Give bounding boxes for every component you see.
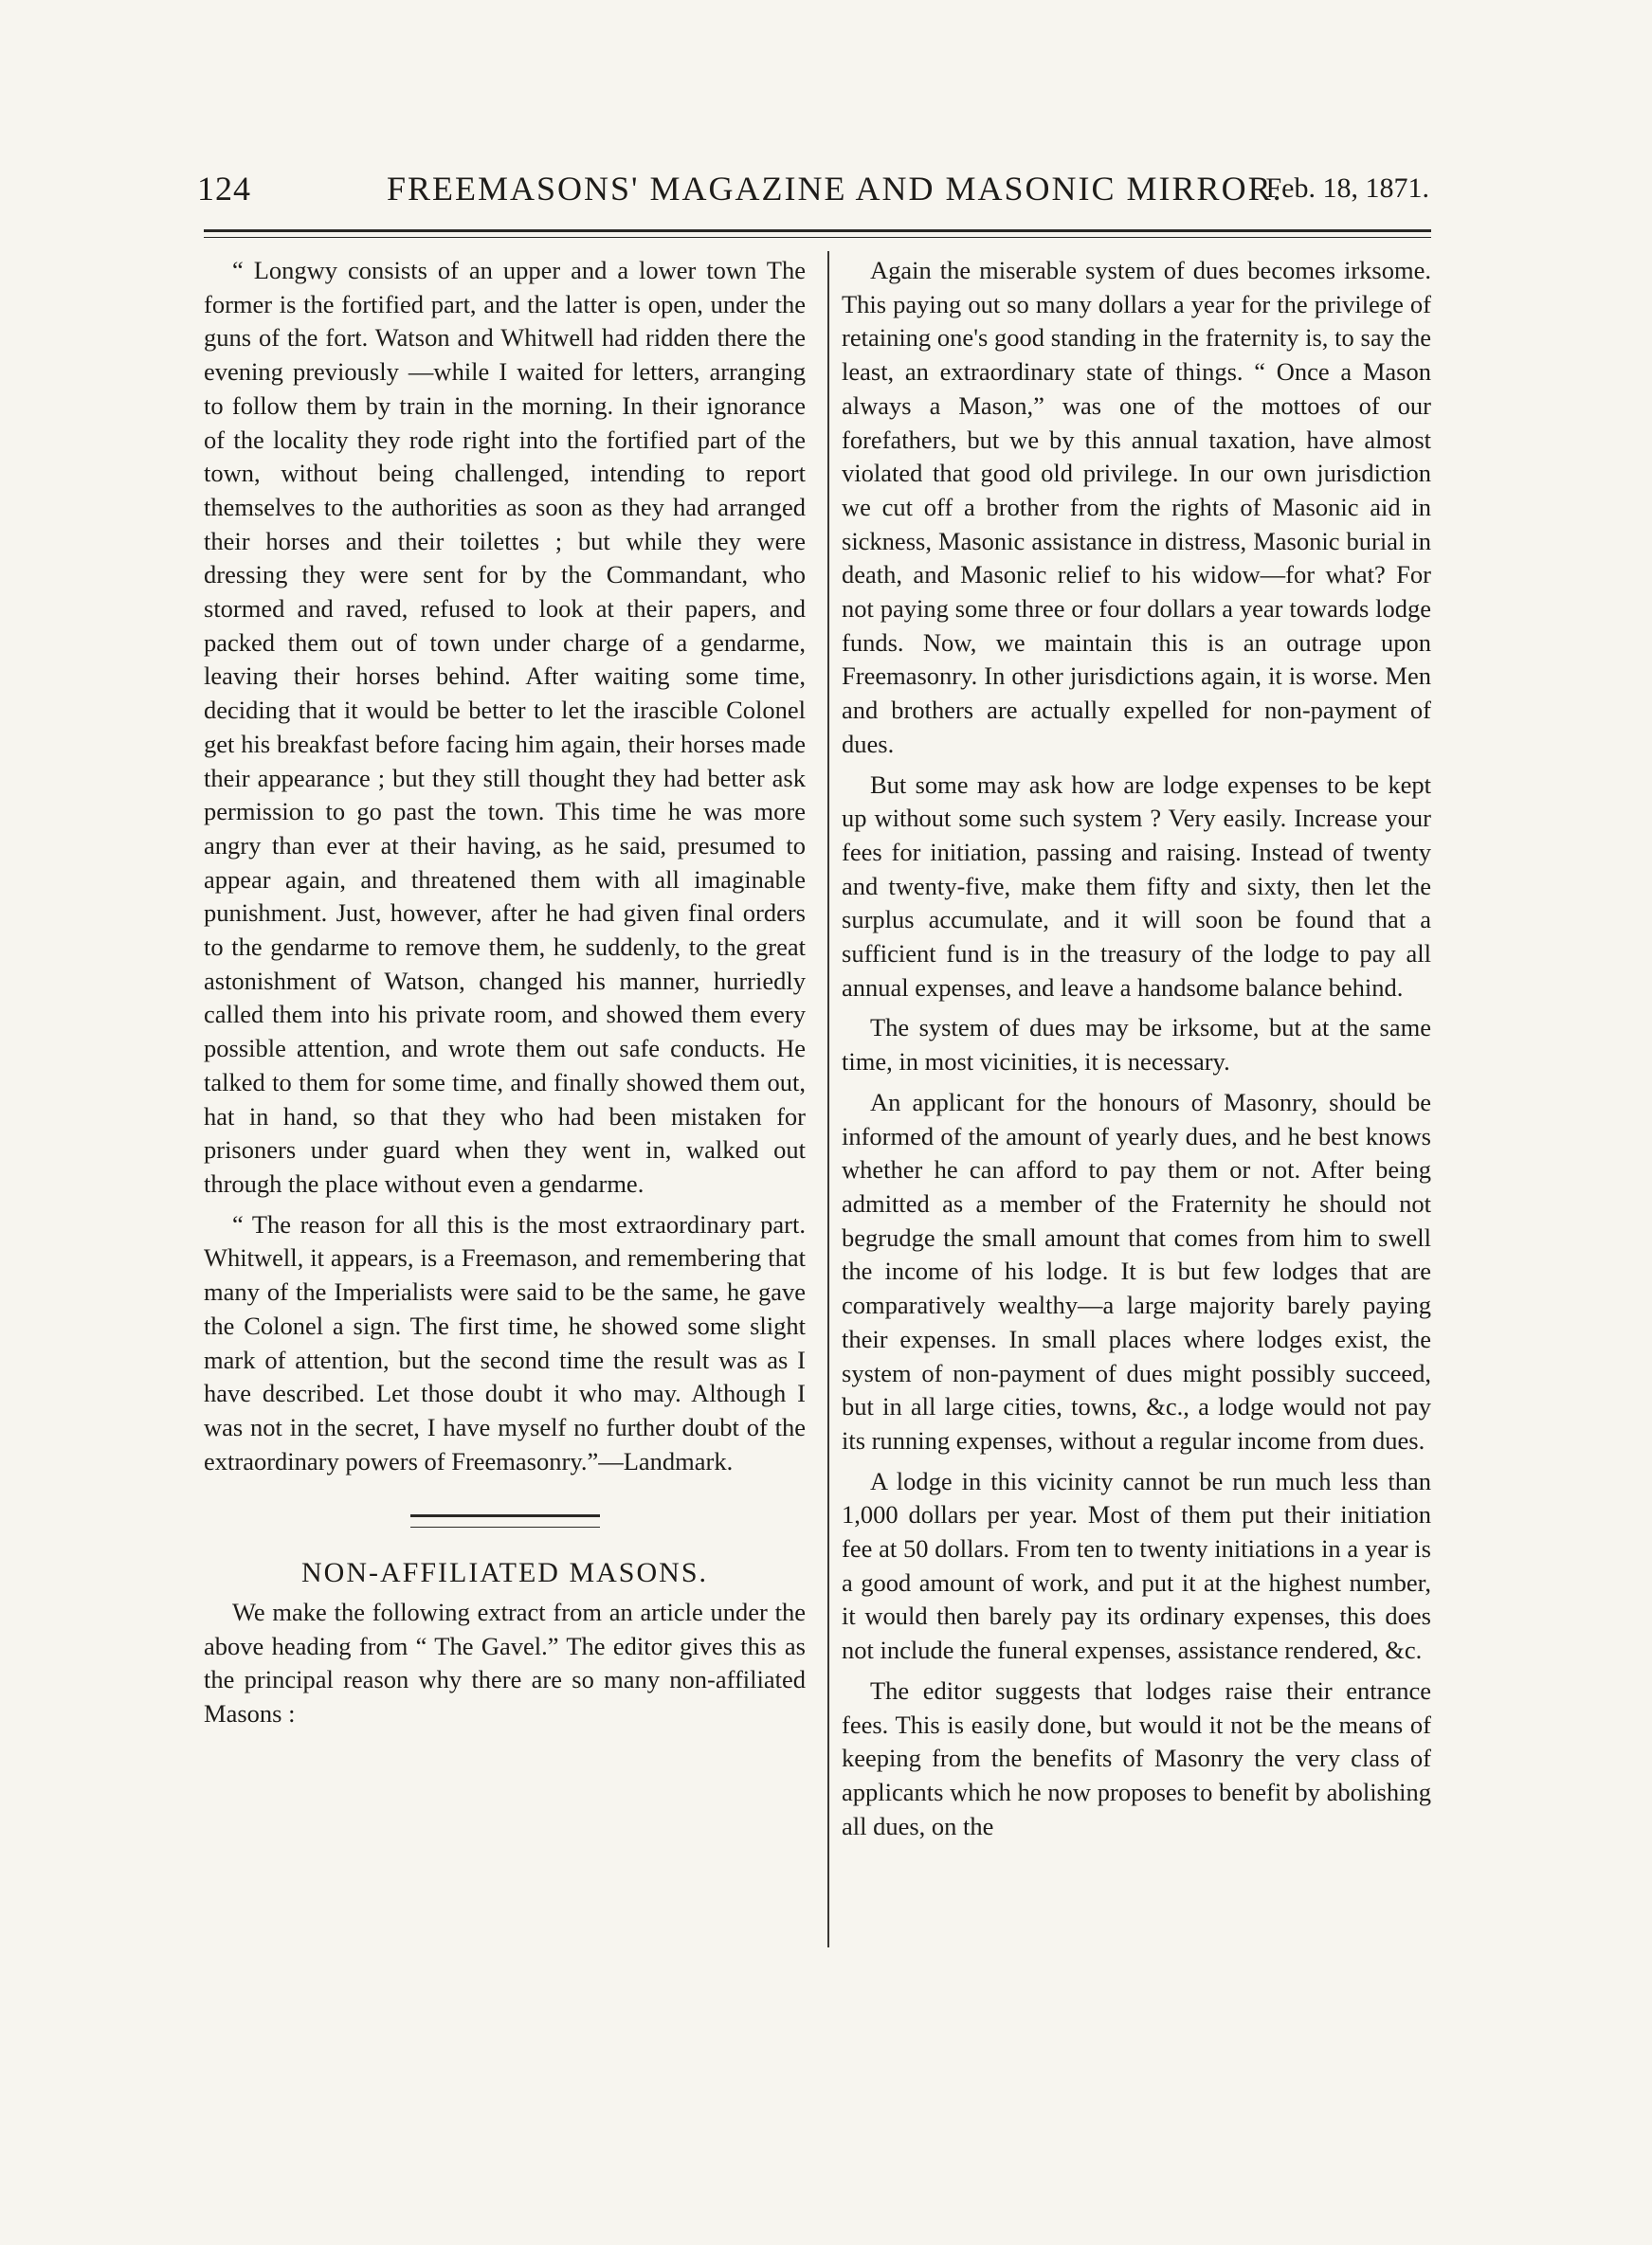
article-paragraph: “ The reason for all this is the most extraordinary part. Whitwell, it appears, is a Freemason, and remembering that many of the Imperialists were said to be the same, he gave the Colonel a sign. The first time, he showed some slight mark of attention, but the second time the result was as I have described. Let those doubt it who may. Although I was not in the secret, I have myself no further doubt of the extraordinary powers of Freemasonry.”—Landmark. [204,1209,806,1476]
article-paragraph: An applicant for the honours of Masonry, should be informed of the amount of yearly dues, and he best knows whether he can afford to pay them or not. After being admitted as a member of the Fraternity he should not begrudge the small amount that comes from him to swell the income of his lodge. It is but few lodges that are comparatively wealthy—a large majority barely paying their expenses. In small places where lodges exist, the system of non-payment of dues might possibly succeed, but in all large cities, towns, &c., a lodge would not pay its running expenses, without a regular income from dues. [842,1087,1431,1455]
left-column [204,254,806,1731]
article-paragraph: But some may ask how are lodge expenses to be kept up without some such system ? Very easily. Increase your fees for initiation, passing and raising. Instead of twenty and twenty-five, make them fifty and sixty, then let the surplus accumulate, and it will soon be found that a sufficient fund is in the treasury of the lodge to pay all annual expenses, and leave a handsome balance behind. [842,769,1431,1002]
header-rule [204,229,1431,232]
page-header [197,169,1429,216]
article-paragraph: A lodge in this vicinity cannot be run much less than 1,000 dollars per year. Most of them put their initiation fee at 50 dollars. From ten to twenty initiations in a year is a good amount of work, and put it at the highest number, it would then barely pay its ordinary expenses, this does not include the funeral expenses, assistance rendered, &c. [842,1466,1431,1665]
section-divider [410,1514,600,1528]
header-rule-thin [204,237,1431,238]
column-divider [827,251,829,1947]
article-paragraph: The system of dues may be irksome, but at the same time, in most vicinities, it is necessary. [842,1013,1431,1077]
running-title: FREEMASONS' MAGAZINE AND MASONIC MIRROR. [387,170,1283,208]
article-paragraph: The editor suggests that lodges raise their entrance fees. This is easily done, but would it not be the means of keeping from the benefits of Masonry the very class of applicants which he now proposes to benefit by abolishing all dues, on the [842,1675,1431,1840]
page-number: 124 [197,170,251,208]
article-paragraph: Again the miserable system of dues becomes irksome. This paying out so many dollars a year for the privilege of retaining one's good standing in the fraternity is, to say the least, an extraordinary state of things. “ Once a Mason always a Mason,” was one of the mottoes of our forefathers, but we by this annual taxation, have almost violated that good old privilege. In our own jurisdiction we cut off a brother from the rights of Masonic aid in sickness, Masonic assistance in distress, Masonic burial in death, and Masonic relief to his widow—for what? For not paying some three or four dollars a year towards lodge funds. Now, we maintain this is an outrage upon Freemasonry. In other jurisdictions again, it is worse. Men and brothers are actually expelled for non-payment of dues. [842,256,1431,758]
article-paragraph: “ Longwy consists of an upper and a lower town The former is the fortified part, and the latter is open, under the guns of the fort. Watson and Whitwell had ridden there the evening previously —while I waited for letters, arranging to follow them by train in the morning. In their ignorance of the locality they rode right into the fortified part of the town, without being challenged, intending to report themselves to the authorities as soon as they had arranged their horses and their toilettes ; but while they were dressing they were sent for by the Commandant, who stormed and raved, refused to look at their papers, and packed them out of town under charge of a gendarme, leaving their horses behind. After waiting some time, deciding that it would be better to let the irascible Colonel get his breakfast before facing him again, their horses made their appearance ; but they still thought they had better ask permission to go past the town. This time he was more angry than ever at their having, as he said, presumed to appear again, and threatened them with all imaginable punishment. Just, however, after he had given final orders to the gendarme to remove them, he suddenly, to the great astonishment of Watson, changed his manner, hurriedly called them into his private room, and showed them every possible attention, and wrote them out safe conducts. He talked to them for some time, and finally showed them out, hat in hand, so that they who had been mistaken for prisoners under guard when they went in, walked out through the place without even a gendarme. [204,256,806,1198]
article-paragraph: We make the following extract from an article under the above heading from “ The Gavel.” The editor gives this as the principal reason why there are so many non-affiliated Masons : [204,1598,806,1729]
section-heading: NON-AFFILIATED MASONS. [300,1557,709,1589]
right-column [842,254,1431,1843]
issue-date: Feb. 18, 1871. [1265,172,1429,204]
